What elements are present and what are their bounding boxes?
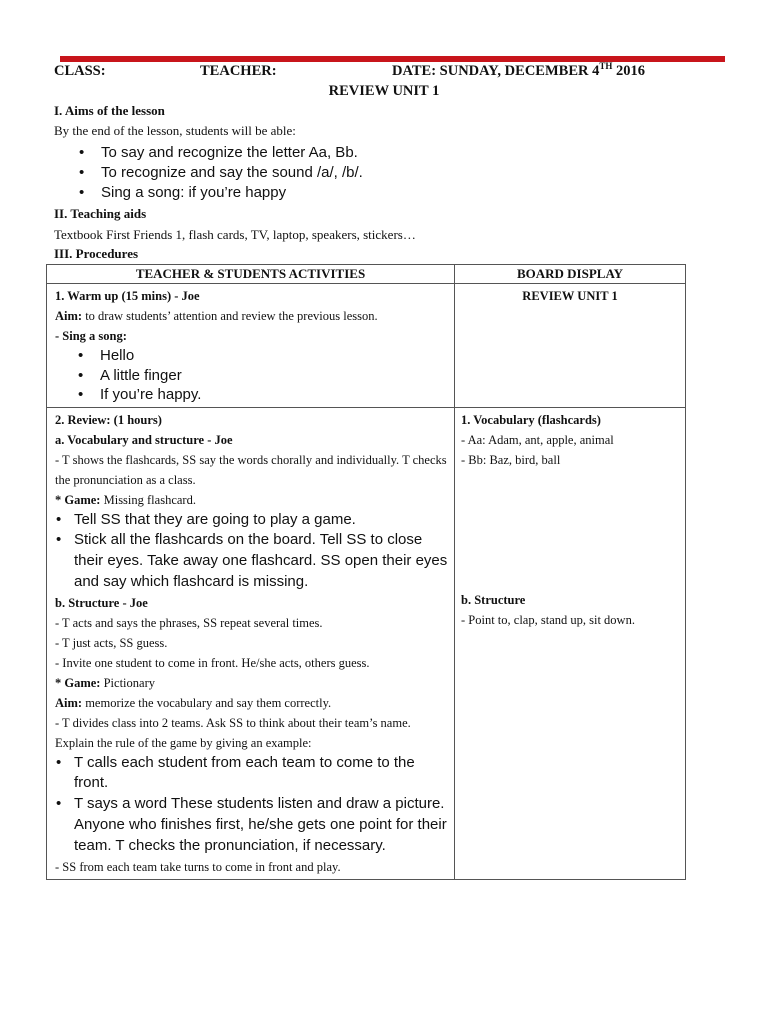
game1-step: • Stick all the flashcards on the board. Tell SS to close their eyes. Take away one flashcard. SS open their eyes and say which flashcard is missing. [74,530,450,592]
date-label [392,63,645,80]
col-board-header: BOARD DISPLAY [455,265,686,284]
date-year: 2016 [615,63,645,79]
game2-step: • T says a word These students listen and draw a picture. Anyone who finishes first, he/she gets one point for their team. T checks the pronunciation, if necessary. [74,794,450,856]
aims-list [101,143,363,203]
aims-item: • To recognize and say the sound /a/, /b/. [101,163,363,183]
game2-name: Pictionary [100,675,155,690]
song-item: • A little finger [100,366,450,386]
col-activities-header: TEACHER & STUDENTS ACTIVITIES [47,265,455,284]
procedures-heading: III. Procedures [54,246,139,261]
game2-label: * Game: [55,675,101,690]
table-row [47,407,686,879]
structure-line: - T acts and says the phrases, SS repeat several times. [55,615,323,630]
table-row [47,284,686,408]
song-list [55,346,450,405]
board-review-cell [455,407,686,879]
warmup-aim-label: Aim: [55,309,83,323]
board-structure-heading: b. Structure [461,592,526,607]
date-prefix: DATE: SUNDAY, DECEMBER 4 [392,63,600,79]
game1-step: • Tell SS that they are going to play a game. [74,510,450,531]
vocab-text: - T shows the flashcards, SS say the words chorally and individually. T checks the pronunciation as a class. [55,452,447,487]
aims-intro: By the end of the lesson, students will be able: [54,123,296,138]
song-item: • If you’re happy. [100,385,450,405]
aims-item: • Sing a song: if you’re happy [101,183,363,203]
sing-song-label: - Sing a song: [55,329,127,343]
board-spacer [461,470,679,590]
date-suffix: TH [599,61,613,71]
aids-heading: II. Teaching aids [54,206,147,221]
aims-heading: I. Aims of the lesson [54,103,165,118]
game2-intro: - T divides class into 2 teams. Ask SS to think about their team’s name. Explain the rule of the game by giving an example: [55,715,411,750]
warmup-title: 1. Warm up (15 mins) - Joe [55,289,200,303]
class-label: CLASS: [54,63,106,79]
game1-name: Missing flashcard. [100,492,196,507]
structure-title: b. Structure - Joe [55,595,148,610]
aids-text: Textbook First Friends 1, flash cards, TV, laptop, speakers, stickers… [54,227,416,242]
header-accent-bar [60,56,725,62]
board-vocab-line: - Bb: Baz, bird, ball [461,452,561,467]
review-cell [47,407,455,879]
game2-step: • T calls each student from each team to come to the front. [74,753,450,795]
board-structure-text: - Point to, clap, stand up, sit down. [461,612,635,627]
aims-item: • To say and recognize the letter Aa, Bb. [101,143,363,163]
structure-line: - Invite one student to come in front. He/she acts, others guess. [55,655,370,670]
game2-aim-label: Aim: [55,695,83,710]
review-title: 2. Review: (1 hours) [55,412,162,427]
warmup-aim-text: to draw students’ attention and review the previous lesson. [82,309,378,323]
game2-aim-text: memorize the vocabulary and say them correctly. [82,695,332,710]
procedures-table [46,264,686,880]
table-header-row [47,265,686,284]
game2-aim [55,693,450,713]
warmup-cell [47,284,455,408]
warmup-aim [55,306,450,326]
board-title-cell [455,284,686,408]
teacher-label: TEACHER: [200,63,277,79]
vocab-title: a. Vocabulary and structure - Joe [55,432,233,447]
board-vocab-heading: 1. Vocabulary (flashcards) [461,412,601,427]
page-title: REVIEW UNIT 1 [328,83,440,99]
game1-label: * Game: [55,492,101,507]
game1-line [55,490,450,510]
board-vocab-line: - Aa: Adam, ant, apple, animal [461,432,614,447]
song-item: • Hello [100,346,450,366]
game1-steps [55,510,450,593]
board-title: REVIEW UNIT 1 [522,289,618,303]
structure-line: - T just acts, SS guess. [55,635,168,650]
game2-outro: - SS from each team take turns to come in front and play. [55,859,341,874]
game2-steps [55,753,450,857]
game2-line [55,673,450,693]
